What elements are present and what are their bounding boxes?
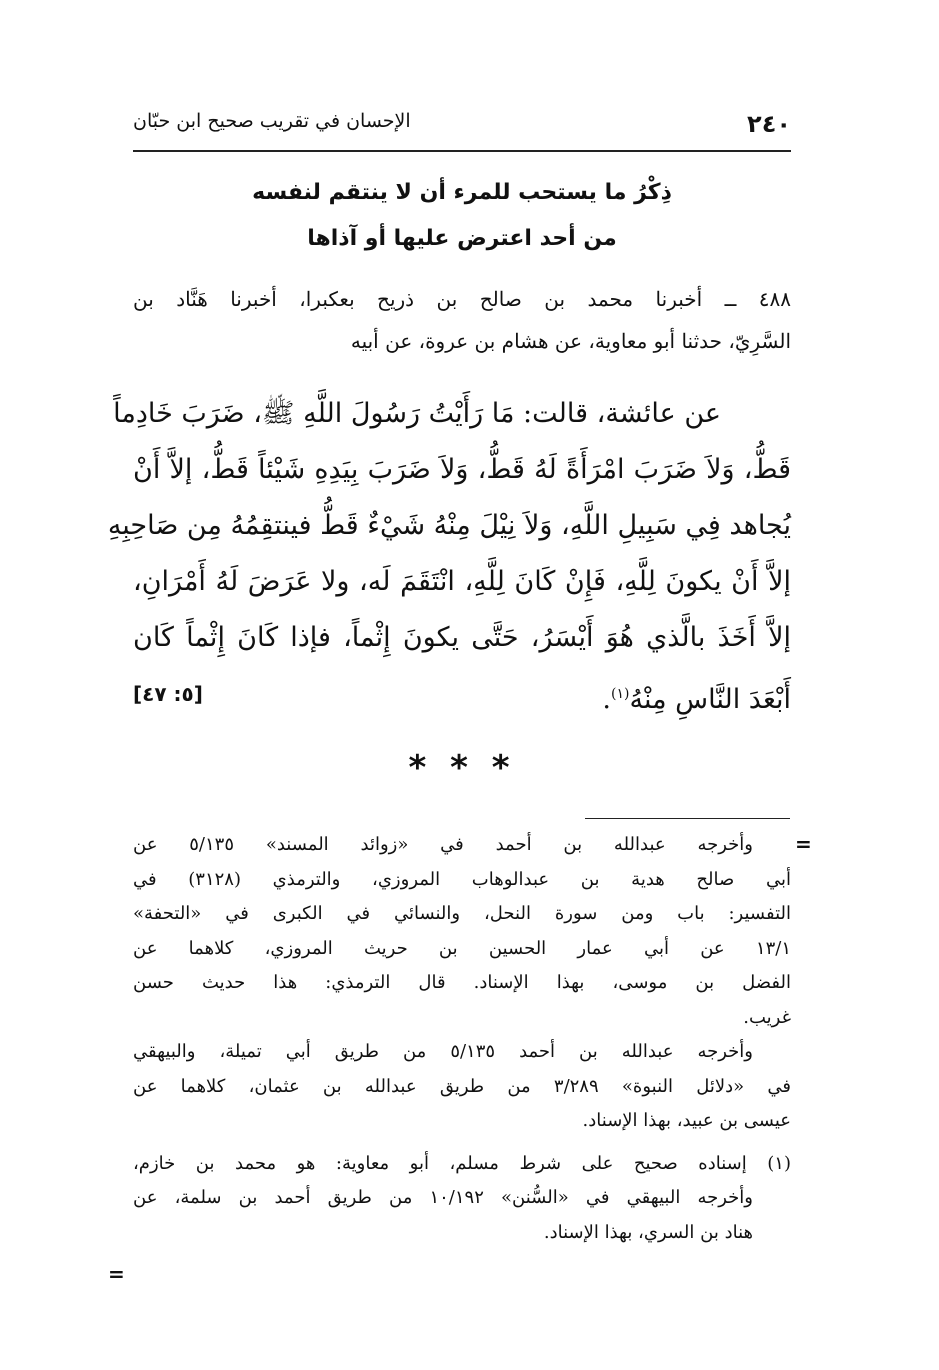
footnote-line: في «دلائل النبوة» ٣/٢٨٩ من طريق عبدالله بن عثمان، كلاهما عن <box>133 1075 791 1097</box>
isnad-line: السَّرِيّ، حدثنا أبو معاوية، عن هشام بن عروة، عن أبيه <box>350 329 791 353</box>
footnote-line: ١٣/١ عن أبي عمار الحسين بن حريث المروزي، كلاهما عن <box>133 937 791 959</box>
footnote-line: عيسى بن عبيد، بهذا الإسناد. <box>582 1110 791 1131</box>
isnad-line: ٤٨٨ ــ أخبرنا محمد بن صالح بن ذريح بعكبرا، أخبرنا هَنَّاد بن <box>133 287 791 311</box>
chapter-heading-line: ذِكْرُ ما يستحب للمرء أن لا ينتقم لنفسه <box>252 180 672 205</box>
footnote-line-first <box>133 1147 791 1182</box>
matn-line: يُجاهد فِي سَبِيلِ اللَّهِ، وَلاَ نِيْلَ مِنْهُ شَيْءٌ قَطُّ فينتقِمُهُ مِن صَاحِبِهِ <box>107 510 791 541</box>
footnote-line: الفضل بن موسى، بهذا الإسناد. قال الترمذي: هذا حديث حسن <box>133 972 791 993</box>
matn-line-last <box>133 666 791 728</box>
footnote-1 <box>133 1147 791 1251</box>
page-number: ٢٤٠ <box>747 110 791 138</box>
footnote-marker[interactable]: (١) <box>611 686 630 702</box>
footnote-gap <box>133 1139 791 1147</box>
header-rule <box>133 150 791 152</box>
footnote-paragraph-1 <box>133 828 791 1035</box>
footnote-line: هناد بن السري، بهذا الإسناد. <box>543 1221 753 1243</box>
footnotes <box>133 828 791 1250</box>
footnote-line: وأخرجه عبدالله بن أحمد ٥/١٣٥ من طريق أبي تميلة، والبيهقي <box>133 1041 753 1062</box>
page-header <box>133 104 791 148</box>
matn-line: إلاَّ أَنْ يكونَ لِلَّهِ، فَإِنْ كَانَ لِلَّهِ، انْتَقَمَ لَه، ولا عَرَضَ لَهُ أَمْرَانِ، <box>133 566 791 597</box>
footnote-number: (١) <box>767 1152 791 1174</box>
matn-line: أَبْعَدَ النَّاسِ مِنْهُ <box>629 684 791 715</box>
footnote-line: غريب. <box>743 1006 791 1028</box>
matn-line: إلاَّ أَخَذَ بالَّذي هُوَ أَيْسَرُ، حَتَّى يكونَ إِثْماً، فإذا كَانَ إِثْماً كَان <box>133 622 791 653</box>
section-separator: * * * <box>408 748 516 788</box>
hadith-reference: [٥: ٤٧] <box>133 682 203 706</box>
matn-line: قَطُّ، وَلاَ ضَرَبَ امْرَأَةً لَهُ قَطُّ، وَلاَ ضَرَبَ بِيَدِهِ شَيْئاً قَطُّ، إلاَّ أَنْ <box>133 454 791 485</box>
footnote-line: وأخرجه البيهقي في «السُّنن» ١٠/١٩٢ من طريق أحمد بن سلمة، عن <box>133 1187 753 1208</box>
continuation-mark-bottom: = <box>108 1262 125 1286</box>
chapter-heading <box>133 170 791 262</box>
footnote-rule <box>585 818 790 819</box>
footnote-line: وأخرجه عبدالله بن أحمد في «زوائد المسند» ٥/١٣٥ عن <box>133 834 753 855</box>
hadith-isnad <box>133 278 791 362</box>
footnote-line: التفسير: باب ومن سورة النحل، والنسائي في الكبرى في «التحفة» <box>133 903 791 924</box>
chapter-heading-line: من أحد اعترض عليها أو آذاها <box>307 226 617 251</box>
footnote-line: إسناده صحيح على شرط مسلم، أبو معاوية: هو محمد بن خازم، <box>133 1152 747 1174</box>
hadith-matn <box>107 386 791 728</box>
running-title: الإحسان في تقريب صحيح ابن حبّان <box>133 110 411 132</box>
continuation-mark-top: = <box>795 832 812 856</box>
footnote-paragraph-2 <box>133 1035 791 1139</box>
matn-line: عن عائشة، قالت: مَا رَأَيْتُ رَسُولَ اللَّهِ ﷺ، ضَرَبَ خَادِماً <box>113 398 721 429</box>
matn-end-period: . <box>602 684 611 715</box>
footnote-line: أبي صالح هدية بن عبدالوهاب المروزي، والترمذي (٣١٢٨) في <box>133 868 791 890</box>
